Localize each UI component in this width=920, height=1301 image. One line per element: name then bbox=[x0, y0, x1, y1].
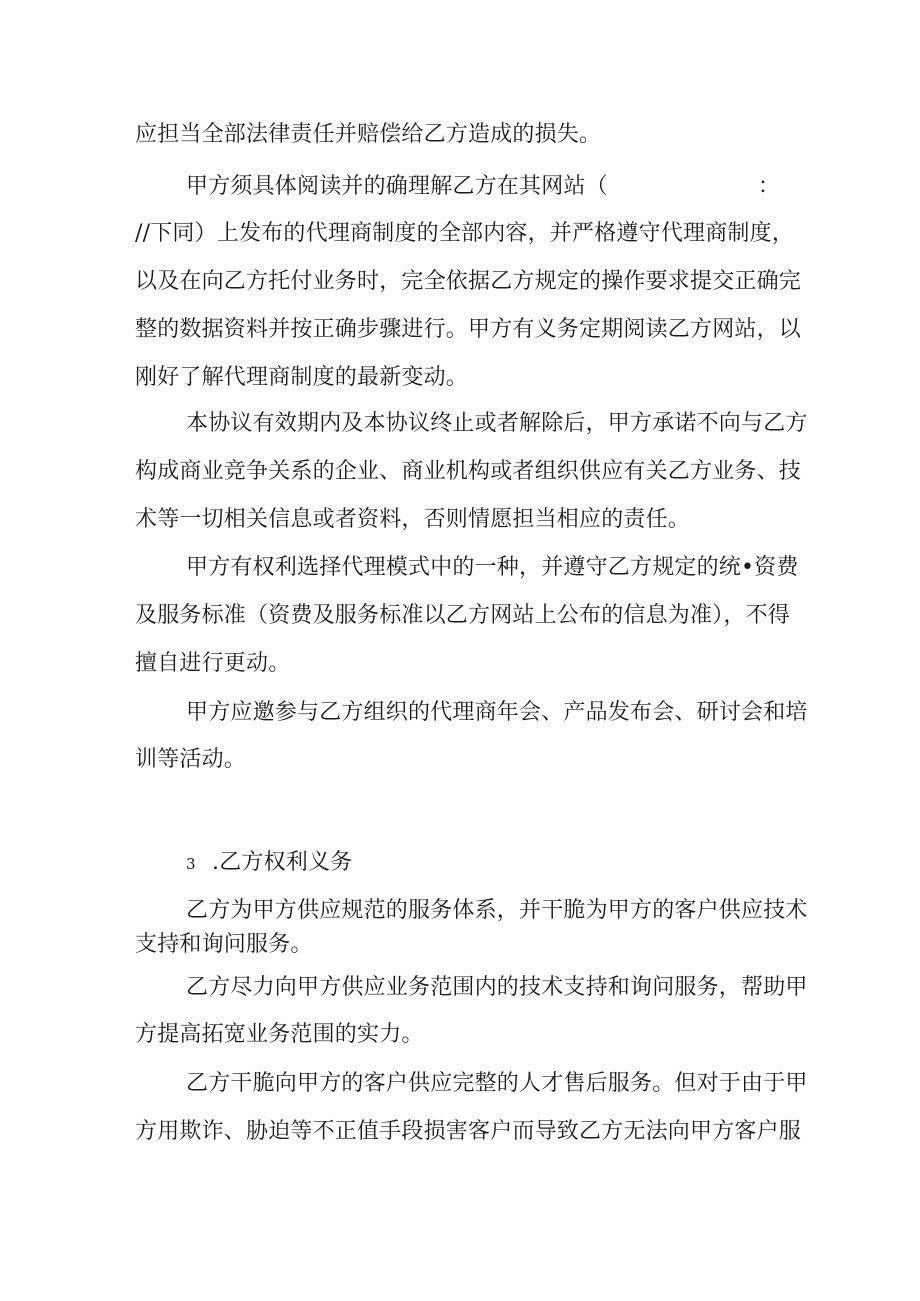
paragraph-line: 甲方应邀参与乙方组织的代理商年会、产品发布会、研讨会和培 bbox=[186, 700, 808, 725]
paragraph-line: 乙方尽力向甲方供应业务范围内的技术支持和询问服务，帮助甲 bbox=[186, 975, 808, 1000]
paragraph-text: 甲方须具体阅读并的确理解乙方在其网站（ bbox=[186, 174, 608, 199]
paragraph-line: 甲方有权利选择代理模式中的一种，并遵守乙方规定的统•资费 bbox=[186, 555, 799, 580]
paragraph-line: //下同）上发布的代理商制度的全部内容，并严格遵守代理商制度， bbox=[135, 221, 795, 246]
paragraph-line: 及服务标准（资费及服务标准以乙方网站上公布的信息为准），不得 bbox=[135, 603, 791, 628]
paragraph-line: 以及在向乙方托付业务时，完全依据乙方规定的操作要求提交正确完 bbox=[135, 269, 802, 294]
paragraph-line: 方提高拓宽业务范围的实力。 bbox=[135, 1022, 424, 1047]
paragraph-line: 刚好了解代理商制度的最新变动。 bbox=[135, 365, 469, 390]
paragraph-text: ： bbox=[757, 174, 781, 199]
paragraph-line: 训等活动。 bbox=[135, 747, 247, 772]
paragraph-line: 擅自进行更动。 bbox=[135, 651, 291, 676]
paragraph-line: 术等一切相关信息或者资料，否则情愿担当相应的责任。 bbox=[135, 507, 691, 532]
paragraph-line: 乙方为甲方供应规范的服务体系，并干脆为甲方的客户供应技术 bbox=[186, 898, 808, 923]
section-heading bbox=[186, 848, 920, 879]
paragraph-line: 乙方干脆向甲方的客户供应完整的人才售后服务。但对于由于甲 bbox=[186, 1071, 808, 1096]
paragraph-line: 本协议有效期内及本协议终止或者解除后，甲方承诺不向与乙方 bbox=[186, 411, 808, 436]
paragraph-line: 整的数据资料并按正确步骤进行。甲方有义务定期阅读乙方网站，以 bbox=[135, 317, 802, 342]
paragraph-line: 应担当全部法律责任并赔偿给乙方造成的损失。 bbox=[135, 122, 602, 147]
paragraph-line: 支持和询问服务。 bbox=[135, 932, 313, 957]
section-number: 3 bbox=[186, 855, 196, 873]
paragraph-line: 方用欺诈、胁迫等不正值手段损害客户而导致乙方无法向甲方客户服 bbox=[135, 1119, 802, 1144]
section-title: .乙方权利义务 bbox=[212, 850, 353, 875]
paragraph-line: 构成商业竞争关系的企业、商业机构或者组织供应有关乙方业务、技 bbox=[135, 459, 802, 484]
paragraph-line bbox=[186, 172, 920, 202]
